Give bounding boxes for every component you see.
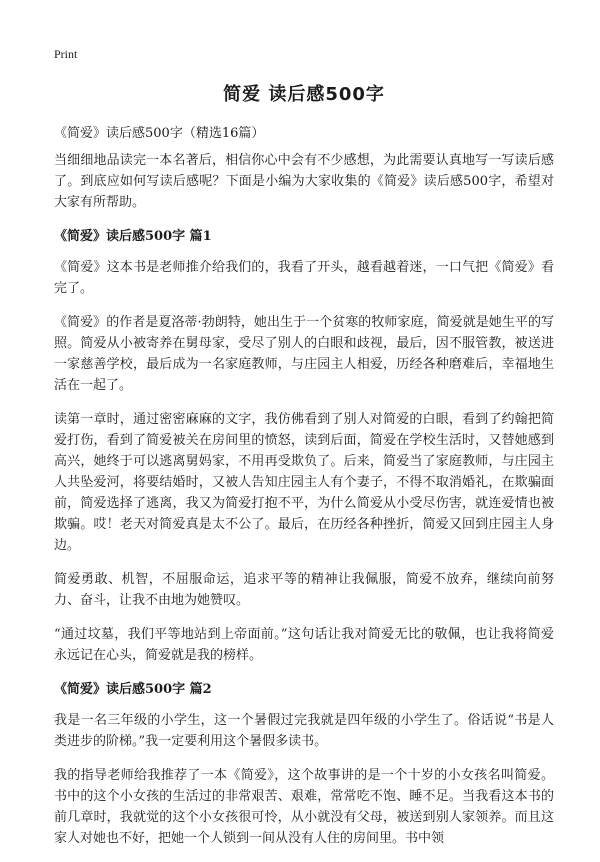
intro-paragraph: 当细细地品读完一本名著后，相信你心中会有不少感想，为此需要认真地写一写读后感了。到底应如何写读后感呢？下面是小编为大家收集的《简爱》读后感500字，希望对大家有所帮助。 xyxy=(54,153,554,210)
section-paragraph: 简爱勇敢、机智，不屈服命运，追求平等的精神让我佩服，简爱不放弃，继续向前努力、奋斗，让我不由地为她赞叹。 xyxy=(54,572,554,608)
section-paragraph: 《简爱》的作者是夏洛蒂·勃朗特，她出生于一个贫寒的牧师家庭，简爱就是她生平的写照。简爱从小被寄养在舅母家，受尽了别人的白眼和歧视，最后，因不服管教，被送进一家慈善学校，最后成为一名家庭教师，与庄园主人相爱，历经各种磨难后，幸福地生活在一起了。 xyxy=(54,315,554,393)
page-title: 简爱 读后感500字 xyxy=(223,84,385,105)
page-subtitle: 《简爱》读后感500字（精选16篇） xyxy=(54,126,265,141)
section-paragraph: 我是一名三年级的小学生，这一个暑假过完我就是四年级的小学生了。俗话说“书是人类进步的阶梯。”我一定要利用这个暑假多读书。 xyxy=(54,713,554,749)
section-heading: 《简爱》读后感500字 篇2 xyxy=(54,682,212,697)
section-paragraph: “通过坟墓，我们平等地站到上帝面前。”这句话让我对简爱无比的敬佩，也让我将简爱永远记在心头，简爱就是我的榜样。 xyxy=(54,627,554,663)
section-paragraph: 我的指导老师给我推荐了一本《简爱》，这个故事讲的是一个十岁的小女孩名叫简爱。书中的这个小女孩的生活过的非常艰苦、艰难，常常吃不饱、睡不足。当我看这本书的前几章时，我就觉的这个小女孩很可怜，从小就没有父母，被送到别人家领养。而且这家人对她也不好，把她一个人锁到一间从没有人住的房间里。书中领 xyxy=(54,768,554,846)
section-paragraph: 《简爱》这本书是老师推介给我们的，我看了开头，越看越着迷，一口气把《简爱》看完了。 xyxy=(54,260,554,296)
section-paragraph: 读第一章时，通过密密麻麻的文字，我仿佛看到了别人对简爱的白眼，看到了约翰把简爱打伤，看到了简爱被关在房间里的愤怒，读到后面，简爱在学校生活时，又替她感到高兴，她终于可以逃离舅妈家，不用再受欺负了。后来，简爱当了家庭教师，与庄园主人共坠爱河，将要结婚时，又被人告知庄园主人有个妻子，不得不取消婚礼，在欺骗面前，简爱选择了逃离，我又为简爱打抱不平，为什么简爱从小受尽伤害，就连爱情也被欺骗。哎！老天对简爱真是太不公了。最后，在历经各种挫折，简爱又回到庄园主人身边。 xyxy=(54,412,554,553)
article-body xyxy=(54,150,554,862)
print-link[interactable]: Print xyxy=(54,47,78,61)
section-heading: 《简爱》读后感500字 篇1 xyxy=(54,229,212,244)
